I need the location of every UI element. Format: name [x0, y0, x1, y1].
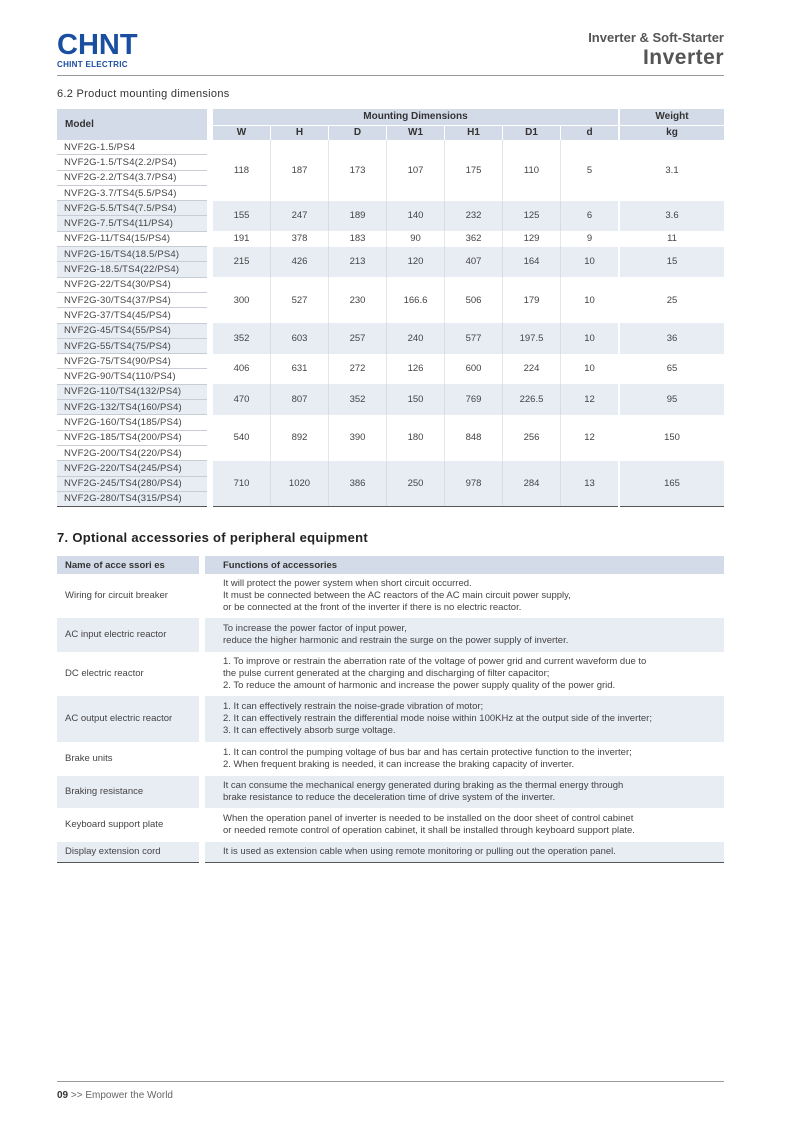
header-category: Inverter & Soft-Starter [588, 30, 724, 45]
weight-cell: 3.1 [619, 140, 724, 201]
col-header-name: Name of acce ssori es [57, 556, 202, 574]
accessory-row [57, 808, 724, 842]
header-divider [57, 75, 724, 76]
dim-cell-w1: 240 [387, 323, 445, 354]
model-cell: NVF2G-7.5/TS4(11/PS4) [57, 216, 210, 231]
model-cell: NVF2G-280/TS4(315/PS4) [57, 491, 210, 506]
col-header-h1: H1 [445, 125, 503, 140]
dim-cell-h1: 577 [445, 323, 503, 354]
function-line: 1. It can control the pumping voltage of bus bar and has certain protective function to the inverter; [223, 747, 632, 758]
weight-cell: 3.6 [619, 201, 724, 232]
accessory-row [57, 618, 724, 652]
dim-cell-w1: 107 [387, 140, 445, 201]
col-header-function: Functions of accessories [202, 556, 724, 574]
accessory-name: Keyboard support plate [65, 819, 164, 830]
accessory-function [202, 842, 724, 862]
model-cell: NVF2G-22/TS4(30/PS4) [57, 277, 210, 292]
dim-cell-h1: 407 [445, 247, 503, 278]
dim-cell-d: 10 [561, 247, 620, 278]
dim-cell-w1: 250 [387, 461, 445, 507]
table-row [57, 461, 724, 476]
model-cell: NVF2G-2.2/TS4(3.7/PS4) [57, 170, 210, 185]
function-line: 1. To improve or restrain the aberration rate of the voltage of power grid and current waveform due to [223, 656, 647, 667]
dim-cell-d: 213 [329, 247, 387, 278]
col-header-d1: D1 [503, 125, 561, 140]
dim-cell-h: 426 [271, 247, 329, 278]
dim-cell-h1: 175 [445, 140, 503, 201]
accessory-row [57, 776, 724, 808]
dim-cell-w: 540 [210, 415, 271, 461]
function-line: When the operation panel of inverter is needed to be installed on the door sheet of control cabinet [223, 813, 634, 824]
dim-cell-d: 13 [561, 461, 620, 507]
function-line: It is used as extension cable when using remote monitoring or pulling out the operation panel. [223, 845, 616, 857]
dim-cell-d: 9 [561, 231, 620, 246]
model-cell: NVF2G-220/TS4(245/PS4) [57, 461, 210, 476]
weight-cell: 25 [619, 277, 724, 323]
function-line: the pulse current generated at the charging and discharging of filter capacitor; [223, 668, 550, 679]
weight-cell: 11 [619, 231, 724, 246]
footer-tagline: >> Empower the World [70, 1090, 173, 1101]
dim-cell-h: 187 [271, 140, 329, 201]
table-row [57, 201, 724, 216]
col-header-w: W [210, 125, 271, 140]
weight-cell: 65 [619, 354, 724, 385]
function-line: It can consume the mechanical energy generated during braking as the thermal energy through [223, 780, 624, 791]
dim-cell-w: 710 [210, 461, 271, 507]
col-group-mounting: Mounting Dimensions [210, 109, 619, 125]
dim-cell-d1: 125 [503, 201, 561, 232]
col-group-weight: Weight [619, 109, 724, 125]
dim-cell-h: 631 [271, 354, 329, 385]
accessory-function [202, 574, 724, 618]
dimensions-table [57, 109, 724, 507]
dim-cell-d1: 164 [503, 247, 561, 278]
dim-cell-d: 230 [329, 277, 387, 323]
dim-cell-d1: 284 [503, 461, 561, 507]
dim-cell-d: 12 [561, 415, 620, 461]
model-cell: NVF2G-200/TS4(220/PS4) [57, 445, 210, 460]
col-header-h: H [271, 125, 329, 140]
dim-cell-d: 12 [561, 384, 620, 415]
dim-cell-d: 183 [329, 231, 387, 246]
logo-text: CHNT [57, 29, 138, 61]
dim-cell-d: 6 [561, 201, 620, 232]
col-header-w1: W1 [387, 125, 445, 140]
model-cell: NVF2G-75/TS4(90/PS4) [57, 354, 210, 369]
dim-cell-d: 386 [329, 461, 387, 507]
dim-cell-w: 406 [210, 354, 271, 385]
function-line: 2. It can effectively restrain the differential mode noise within 100KHz at the output side of the inverter; [223, 713, 652, 724]
table-row [57, 140, 724, 155]
brand-logo [57, 30, 138, 69]
accessory-function [202, 808, 724, 842]
col-header-d: d [561, 125, 620, 140]
dim-cell-h: 807 [271, 384, 329, 415]
dim-cell-h1: 600 [445, 354, 503, 385]
footer-divider [57, 1081, 724, 1082]
section-title-accessories: 7. Optional accessories of peripheral equipment [57, 530, 369, 545]
accessories-table [57, 556, 724, 863]
model-cell: NVF2G-15/TS4(18.5/PS4) [57, 247, 210, 262]
weight-cell: 15 [619, 247, 724, 278]
accessory-function [202, 618, 724, 652]
dim-cell-d: 352 [329, 384, 387, 415]
accessory-name: Brake units [65, 753, 113, 764]
function-line: 1. It can effectively restrain the noise-grade vibration of motor; [223, 701, 484, 712]
weight-cell: 165 [619, 461, 724, 507]
dim-cell-h: 247 [271, 201, 329, 232]
model-cell: NVF2G-110/TS4(132/PS4) [57, 384, 210, 399]
weight-cell: 36 [619, 323, 724, 354]
function-line: or needed remote control of operation cabinet, it shall be installed through keyboard support plate. [223, 825, 635, 836]
accessory-row [57, 652, 724, 696]
accessory-name: Braking resistance [57, 776, 202, 808]
dim-cell-w1: 166.6 [387, 277, 445, 323]
table-row [57, 354, 724, 369]
col-header-model: Model [57, 109, 210, 140]
model-cell: NVF2G-160/TS4(185/PS4) [57, 415, 210, 430]
function-line: brake resistance to reduce the deceleration time of drive system of the inverter. [223, 792, 556, 803]
dim-cell-h1: 362 [445, 231, 503, 246]
page-number: 09 [57, 1090, 69, 1101]
accessory-row [57, 696, 724, 742]
dim-cell-h: 527 [271, 277, 329, 323]
dim-cell-d: 390 [329, 415, 387, 461]
dim-cell-d1: 129 [503, 231, 561, 246]
model-cell: NVF2G-1.5/PS4 [57, 140, 210, 155]
model-cell: NVF2G-132/TS4(160/PS4) [57, 400, 210, 415]
dim-cell-h1: 232 [445, 201, 503, 232]
accessory-name: AC output electric reactor [57, 696, 202, 742]
function-line: reduce the higher harmonic and restrain the surge on the power supply of inverter. [223, 635, 569, 646]
model-cell: NVF2G-3.7/TS4(5.5/PS4) [57, 185, 210, 200]
logo-subtitle: CHINT ELECTRIC [57, 60, 128, 69]
page-header [588, 30, 724, 70]
dim-cell-w: 191 [210, 231, 271, 246]
dim-cell-d1: 226.5 [503, 384, 561, 415]
model-cell: NVF2G-45/TS4(55/PS4) [57, 323, 210, 338]
dim-cell-h: 603 [271, 323, 329, 354]
section-title-dimensions: 6.2 Product mounting dimensions [57, 88, 230, 100]
dim-cell-h1: 769 [445, 384, 503, 415]
dim-cell-d: 173 [329, 140, 387, 201]
dim-cell-w1: 150 [387, 384, 445, 415]
dim-cell-h1: 506 [445, 277, 503, 323]
table-row [57, 415, 724, 430]
accessory-name: DC electric reactor [65, 668, 144, 679]
function-line: or be connected at the front of the inverter if there is no electric reactor. [223, 602, 522, 613]
model-cell: NVF2G-185/TS4(200/PS4) [57, 430, 210, 445]
page-footer [57, 1090, 173, 1101]
accessory-name: Wiring for circuit breaker [65, 590, 168, 601]
table-row [57, 277, 724, 292]
dim-cell-w1: 126 [387, 354, 445, 385]
model-cell: NVF2G-37/TS4(45/PS4) [57, 308, 210, 323]
table-row [57, 247, 724, 262]
accessory-function [202, 742, 724, 776]
dim-cell-d1: 256 [503, 415, 561, 461]
table-row [57, 384, 724, 399]
accessory-function [202, 696, 724, 742]
model-cell: NVF2G-1.5/TS4(2.2/PS4) [57, 155, 210, 170]
accessory-function [202, 776, 724, 808]
dim-cell-d: 189 [329, 201, 387, 232]
col-header-d: D [329, 125, 387, 140]
function-line: It will protect the power system when short circuit occurred. [223, 578, 472, 589]
dim-cell-d: 5 [561, 140, 620, 201]
dim-cell-w: 155 [210, 201, 271, 232]
table-row [57, 323, 724, 338]
header-title: Inverter [642, 46, 724, 69]
dim-cell-w: 352 [210, 323, 271, 354]
dim-cell-w: 300 [210, 277, 271, 323]
dim-cell-d: 257 [329, 323, 387, 354]
accessory-row [57, 742, 724, 776]
dim-cell-w: 470 [210, 384, 271, 415]
dim-cell-w1: 180 [387, 415, 445, 461]
table-row [57, 231, 724, 246]
dim-cell-h1: 978 [445, 461, 503, 507]
weight-cell: 150 [619, 415, 724, 461]
accessory-row [57, 574, 724, 618]
model-cell: NVF2G-11/TS4(15/PS4) [57, 231, 210, 246]
dim-cell-d: 10 [561, 323, 620, 354]
dim-cell-w: 215 [210, 247, 271, 278]
dim-cell-d1: 110 [503, 140, 561, 201]
dim-cell-d: 10 [561, 277, 620, 323]
model-cell: NVF2G-245/TS4(280/PS4) [57, 476, 210, 491]
dim-cell-h1: 848 [445, 415, 503, 461]
dim-cell-h: 1020 [271, 461, 329, 507]
weight-cell: 95 [619, 384, 724, 415]
accessory-name: AC input electric reactor [57, 618, 202, 652]
function-line: 3. It can effectively absorb surge voltage. [223, 725, 396, 736]
dim-cell-d: 272 [329, 354, 387, 385]
function-line: It must be connected between the AC reactors of the AC main circuit power supply, [223, 590, 571, 601]
function-line: 2. When frequent braking is needed, it can increase the braking capacity of inverter. [223, 759, 575, 770]
dim-cell-d1: 197.5 [503, 323, 561, 354]
accessory-name: Display extension cord [57, 842, 202, 862]
model-cell: NVF2G-18.5/TS4(22/PS4) [57, 262, 210, 277]
model-cell: NVF2G-90/TS4(110/PS4) [57, 369, 210, 384]
dim-cell-d1: 179 [503, 277, 561, 323]
dim-cell-h: 892 [271, 415, 329, 461]
dim-cell-d: 10 [561, 354, 620, 385]
dim-cell-h: 378 [271, 231, 329, 246]
dim-cell-w: 118 [210, 140, 271, 201]
dim-cell-w1: 120 [387, 247, 445, 278]
accessory-row [57, 842, 724, 862]
model-cell: NVF2G-5.5/TS4(7.5/PS4) [57, 201, 210, 216]
function-line: To increase the power factor of input power, [223, 623, 407, 634]
function-line: 2. To reduce the amount of harmonic and increase the power supply quality of the power grid. [223, 680, 616, 691]
col-header-weight-unit: kg [619, 125, 724, 140]
model-cell: NVF2G-55/TS4(75/PS4) [57, 338, 210, 353]
model-cell: NVF2G-30/TS4(37/PS4) [57, 292, 210, 307]
dim-cell-d1: 224 [503, 354, 561, 385]
dim-cell-w1: 140 [387, 201, 445, 232]
dim-cell-w1: 90 [387, 231, 445, 246]
accessory-function [202, 652, 724, 696]
